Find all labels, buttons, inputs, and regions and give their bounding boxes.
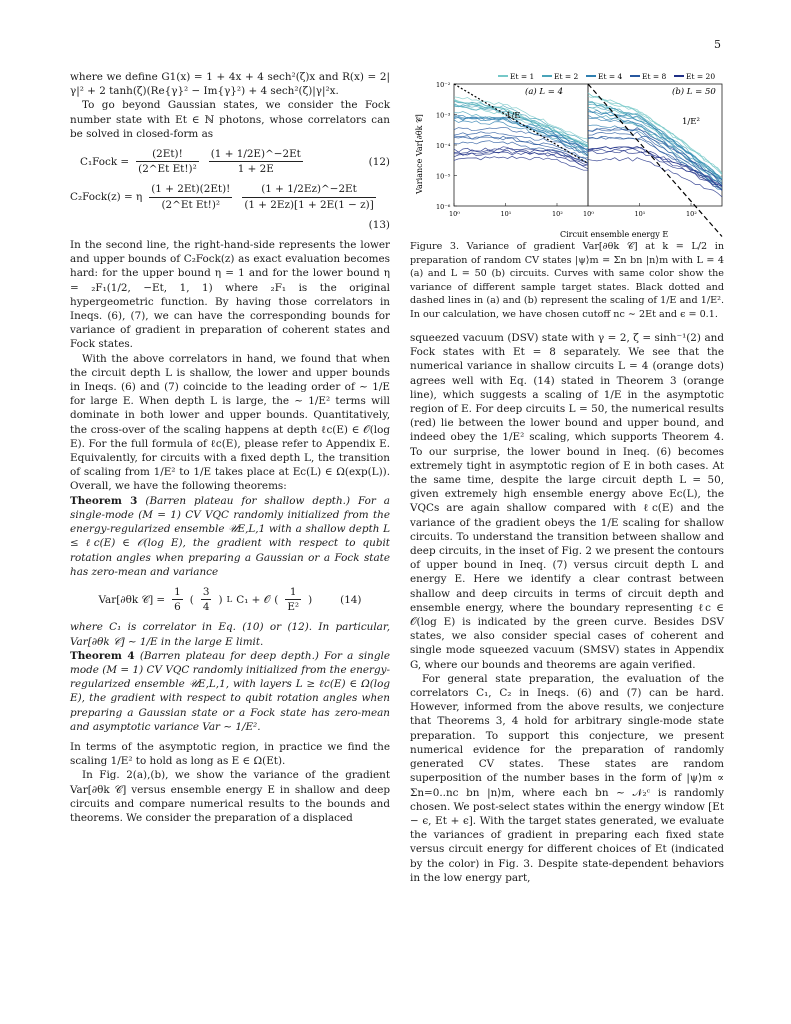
eq13-frac1-bottom: (2^Et Et!)² (161, 198, 221, 211)
eq13-number: (13) (368, 218, 390, 231)
eq14-paren-open: ( (189, 593, 194, 606)
theorem-4-title: Theorem 4 (70, 649, 135, 662)
note-1-over-e2: 1/E² (682, 117, 700, 127)
legend-label: Et = 2 (554, 72, 579, 81)
panel-a-frame (454, 84, 588, 206)
paragraph-crossover: With the above correlators in hand, we found that when the circuit depth L is shallow, the lower and upper bounds in Ineqs. (6) and (7) coincide to the leading order of ∼ 1/E for large E. When depth L is large, the ∼ 1/E² terms will dominate in both lower and upper bounds. Quantitatively, the cross-over of the scaling happens at depth ℓc(E) ∈ 𝒪(log E). For the full formula of ℓc(E), please refer to Appendix E. Equivalently, for circuits with a fixed depth L, the transition of scaling from 1/E² to 1/E takes place at Ec(L) ∈ Ω(exp(L)). Overall, we have the following theorems: (70, 352, 390, 493)
x-tick-label: 10⁰ (583, 210, 594, 218)
eq13-frac2-top: (1 + 1/2Ez)^−2Et (242, 182, 375, 197)
x-tick-label: 10¹ (500, 210, 512, 218)
panel-a-label: (a) L = 4 (525, 87, 563, 97)
figure-3-caption: Figure 3. Variance of gradient Var[∂θk 𝒞] at k = L/2 in preparation of random CV states |ψ⟩m = Σn bn |n⟩m with L = 4 (a) and L = 50 (b) circuits. Curves with same color show the variance of different sample target states. Black dotted and dashed lines in (a) and (b) represent the scaling of 1/E and 1/E². In our calculation, we have chosen cutoff nc ∼ 2Et and ϵ = 0.1. (410, 241, 724, 320)
eq14-exponent: L (226, 594, 233, 605)
series-line (454, 156, 588, 170)
eq12-frac1-top: (2Et)! (136, 147, 199, 162)
eq13-frac2-bottom: (1 + 2Ez)[1 + 2E(1 − z)] (244, 198, 374, 211)
eq14-d: 4 (202, 601, 210, 614)
theorem-4-body: (Barren plateau for deep depth.) For a single mode (M = 1) CV VQC randomly initialized from the energy-regularized ensemble 𝒰E,L,1, with layers L ≥ ℓc(E) ∈ Ω(log E), the gradient with respect to qubit rotation angles when preparing a Gaussian state or a Fock state has zero-mean and asymptotic variance Var ∼ 1/E². (70, 649, 390, 733)
eq14-paren2-open: ( (274, 593, 279, 606)
eq14-lhs: Var[∂θk 𝒞] = (98, 593, 166, 606)
eq14-a: 1 (172, 585, 183, 600)
paragraph-dsv: squeezed vacuum (DSV) state with γ = 2, ζ = sinh⁻¹(2) and Fock states with Et = 8 separately. We see that the numerical variance in shallow circuits L = 4 (orange dots) agrees well with Eq. (14) stated in Theorem 3 (orange line), which suggests a scaling of 1/E in the asymptotic region of E. For deep circuits L = 50, the numerical results (red) lie between the lower bound and upper bound, and indeed obey the 1/E² scaling, which supports Theorem 4. To our surprise, the lower bound in Ineq. (6) becomes extremely tight in asymptotic region of E in both cases. At the same time, despite the large circuit depth L = 50, given extremely high ensemble energy above Ec(L), the VQCs are again shallow compared with ℓc(E) and the variance of the gradient obeys the 1/E scaling for shallow circuits. To understand the transition between shallow and deep circuits, in the inset of Fig. 2 we present the contours of upper bound in Ineq. (7) versus circuit depth L and energy E. Here we identify a clear contrast between shallow and deep circuits in terms of circuit depth and ensemble energy, where the boundary representing ℓc ∈ 𝒪(log E) is indicated by the green curve. Besides DSV states, we also consider special cases of coherent and single mode squeezed vacuum (SMSV) states in Appendix G, where our bounds and theorems are again verified. (410, 332, 724, 671)
eq14-b: 6 (174, 601, 181, 614)
eq14-frac-c (201, 585, 212, 614)
left-column (70, 70, 390, 825)
y-tick-label: 10⁻⁴ (436, 142, 451, 150)
y-tick-label: 10⁻³ (436, 111, 451, 120)
eq14-paren-close: ) (218, 593, 223, 606)
eq14-frac-e (285, 585, 301, 614)
theorem-3 (70, 494, 390, 579)
paragraph-bounds-explanation: In the second line, the right-hand-side represents the lower and upper bounds of C₂Fock(z) as exact evaluation becomes hard: for the upper bound η = 1 and for the lower bound η = ₂F₁(1/2, −Et, 1, 1) where ₂F₁ is the original hypergeometric function. By having those correlators in Ineqs. (6), (7), we can have the corresponding bounds for variance of gradient in preparation of coherent states and Fock states. (70, 239, 390, 351)
series-line (454, 136, 588, 159)
series-line (588, 93, 722, 173)
note-1-over-e: 1/E (506, 111, 521, 121)
eq13-frac2 (242, 182, 375, 211)
y-tick-label: 10⁻⁵ (436, 172, 451, 181)
x-tick-label: 10⁰ (449, 210, 460, 218)
equation-12 (70, 147, 390, 232)
figure-3-plot (410, 70, 724, 240)
eq14-number: (14) (340, 593, 362, 606)
series-line (454, 147, 588, 164)
panel-b-label: (b) L = 50 (672, 87, 716, 97)
eq13-frac1 (149, 182, 232, 211)
eq14-c: 3 (201, 585, 212, 600)
eq12-lhs: C₁Fock = (80, 155, 130, 168)
equation-14 (70, 585, 390, 614)
eq12-number: (12) (368, 155, 390, 168)
theorem-3-title: Theorem 3 (70, 494, 138, 507)
figure-legend (498, 72, 715, 81)
eq12-frac1 (136, 147, 199, 176)
eq14-rest: C₁ + 𝒪 (236, 593, 271, 606)
x-tick-label: 10² (685, 210, 697, 218)
y-axis-label: Variance Var[∂θk 𝒞] (415, 114, 424, 194)
theorem-3-body: (Barren plateau for shallow depth.) For a single-mode (M = 1) CV VQC randomly initialized from the energy-regularized ensemble 𝒰E,L,1 with a shallow depth L ≤ ℓc(E) ∈ 𝒪(log E), the gradient with respect to qubit rotation angles when preparing a Gaussian or a Fock state has zero-mean and variance (70, 494, 390, 578)
page-number: 5 (714, 38, 721, 51)
legend-label: Et = 20 (686, 72, 716, 81)
eq12-frac2-top: (1 + 1/2E)^−2Et (209, 147, 303, 162)
paragraph-fig2: In Fig. 2(a),(b), we show the variance of the gradient Var[∂θk 𝒞] versus ensemble energy E in shallow and deep circuits and compare numerical results to the bounds and theorems. We consider the preparation of a displaced (70, 769, 390, 824)
eq14-frac-a (172, 585, 183, 614)
x-axis-label: Circuit ensemble energy E (560, 230, 669, 239)
legend-label: Et = 8 (642, 72, 667, 81)
paragraph-fock-intro: To go beyond Gaussian states, we consider the Fock number state with Et ∈ ℕ photons, whose correlators can be solved in closed-form as (70, 99, 390, 140)
eq14-e: 1 (285, 585, 301, 600)
eq14-f: E² (287, 601, 300, 614)
x-tick-label: 10² (551, 210, 563, 218)
right-column (410, 70, 724, 885)
eq12-frac1-bottom: (2^Et Et!)² (138, 163, 197, 176)
y-tick-label: 10⁻² (436, 81, 451, 89)
theorem-4 (70, 649, 390, 734)
eq14-paren2-close: ) (308, 593, 313, 606)
eq12-frac2 (209, 147, 303, 176)
ref-line-1-over-e (454, 84, 588, 163)
legend-label: Et = 1 (510, 72, 535, 81)
eq13-lhs: C₂Fock(z) = η (70, 191, 143, 204)
legend-label: Et = 4 (598, 72, 623, 81)
paragraph-asymptotic: In terms of the asymptotic region, in practice we find the scaling 1/E² to hold as long as E ∈ Ω(Et). (70, 740, 390, 768)
figure-3 (410, 70, 724, 240)
eq13-frac1-top: (1 + 2Et)(2Et)! (149, 182, 232, 197)
y-tick-label: 10⁻⁶ (436, 203, 451, 211)
x-tick-label: 10¹ (634, 210, 646, 218)
theorem-3-tail: where C₁ is correlator in Eq. (10) or (12). In particular, Var[∂θk 𝒞] ∼ 1/E in the large E limit. (70, 621, 390, 648)
eq12-frac2-bottom: 1 + 2E (237, 163, 274, 176)
paragraph-general-states: For general state preparation, the evaluation of the correlators C₁, C₂ in Ineqs. (6) and (7) can be hard. However, informed from the above results, we conjecture that Theorems 3, 4 hold for arbitrary single-mode state preparation. To support this conjecture, we present numerical evidence for the preparation of randomly generated CV states. These states are random superposition of the number bases in the form of |ψ⟩m ∝ Σn=0..nc bn |n⟩m, where each bn ∼ 𝒩₂ᶜ is randomly chosen. We post-select states within the energy window [Et − ϵ, Et + ϵ]. With the target states generated, we evaluate the variances of gradient in preparing each fixed state versus circuit energy for different choices of Et (indicated by the color) in Fig. 3. Despite state-dependent behaviors in the low energy part, (410, 672, 725, 884)
paragraph-g1-definition: where we define G1(x) = 1 + 4x + 4 sech²(ζ)x and R(x) = 2|γ|² + 2 tanh(ζ)(Re{γ}² − Im{γ}²) + 4 sech²(ζ)|γ|²x. (70, 71, 390, 98)
